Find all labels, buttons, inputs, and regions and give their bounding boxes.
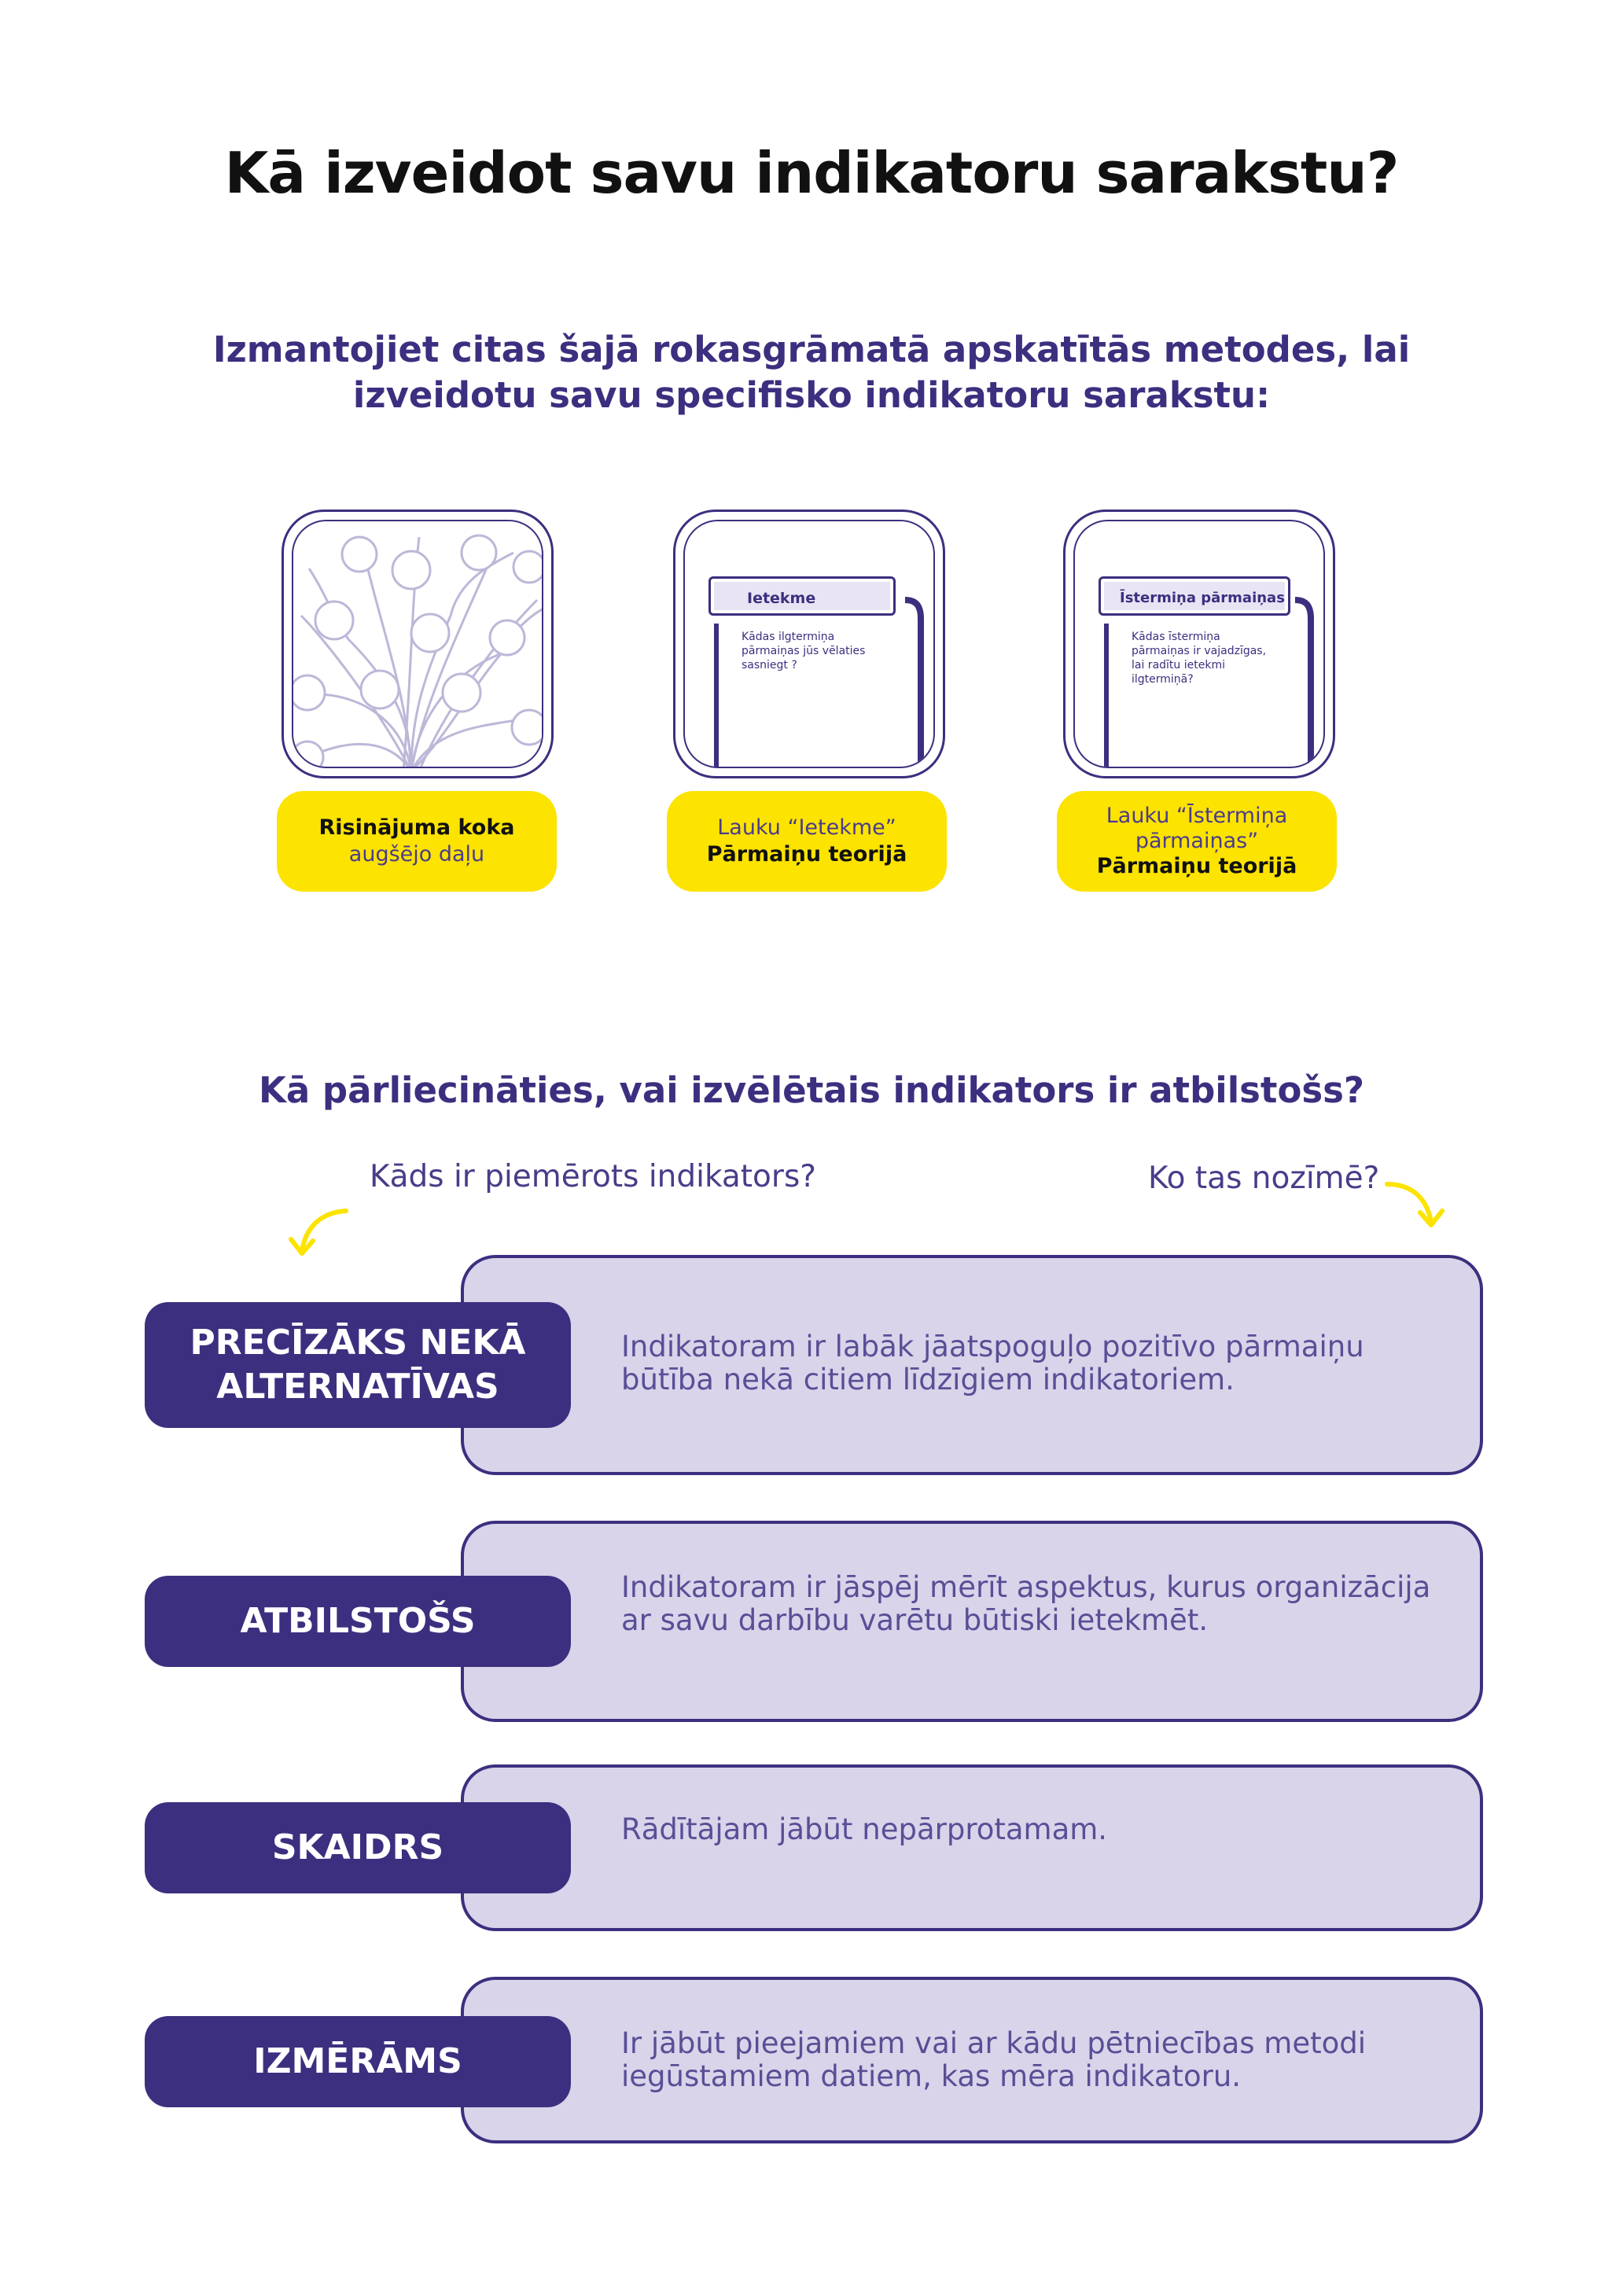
caption-bold: Pārmaiņu teorijā xyxy=(706,842,907,867)
caption-normal: Lauku “Īstermiņa pārmaiņas” xyxy=(1106,804,1288,853)
arrow-down-left-icon xyxy=(283,1203,354,1266)
criterion-label: IZMĒRĀMS xyxy=(145,2016,571,2107)
solution-tree-icon xyxy=(292,520,543,768)
criterion-label: PRECĪZĀKS NEKĀ ALTERNATĪVAS xyxy=(145,1302,571,1428)
impact-signpost-card xyxy=(673,510,945,778)
sign-text: Kādas īstermiņa pārmaiņas ir vajadzīgas, lai radītu ietekmi ilgtermiņā? xyxy=(1132,631,1267,686)
sign-text: Kādas ilgtermiņa pārmaiņas jūs vēlaties sasniegt ? xyxy=(742,631,866,672)
method-caption-impact xyxy=(667,791,947,892)
signpost-icon xyxy=(683,520,935,768)
method-caption-short-term xyxy=(1057,791,1337,892)
caption-normal: Lauku “Ietekme” xyxy=(717,815,896,840)
section-question: Kā pārliecināties, vai izvēlētais indikators ir atbilstošs? xyxy=(258,1069,1365,1111)
criterion-description: Ir jābūt pieejamiem vai ar kādu pētniecības metodi iegūstamiem datiem, kas mēra indikatoru. xyxy=(621,2026,1367,2093)
criterion-label: SKAIDRS xyxy=(145,1802,571,1893)
arrow-down-right-icon xyxy=(1379,1175,1450,1238)
signpost-icon xyxy=(1073,520,1325,768)
hint-right: Ko tas nozīmē? xyxy=(1148,1161,1380,1196)
hint-left: Kāds ir piemērots indikators? xyxy=(370,1159,816,1194)
sign-label: Ietekme xyxy=(708,576,896,616)
criterion-description: Indikatoram ir labāk jāatspoguļo pozitīvo pārmaiņu būtība nekā citiem līdzīgiem indikatoriem. xyxy=(621,1330,1364,1396)
short-term-signpost-card xyxy=(1063,510,1335,778)
caption-bold: Risinājuma koka xyxy=(318,815,515,840)
page-subtitle: Izmantojiet citas šajā rokasgrāmatā apskatītās metodes, lai izveidotu savu specifisko indikatoru sarakstu: xyxy=(212,329,1411,416)
sign-label: Īstermiņa pārmaiņas xyxy=(1099,576,1290,616)
criterion-label: ATBILSTOŠS xyxy=(145,1576,571,1667)
caption-normal: augšējo daļu xyxy=(348,842,485,867)
criterion-description: Rādītājam jābūt nepārprotamam. xyxy=(621,1812,1108,1846)
caption-bold: Pārmaiņu teorijā xyxy=(1096,854,1297,878)
method-caption-tree xyxy=(277,791,557,892)
page-title: Kā izveidot savu indikatoru sarakstu? xyxy=(224,140,1399,206)
criterion-description: Indikatoram ir jāspēj mērīt aspektus, kurus organizācija ar savu darbību varētu būtiski ietekmēt. xyxy=(621,1570,1431,1637)
solution-tree-card xyxy=(282,510,554,778)
criterion-card-clear xyxy=(461,1764,1483,1931)
